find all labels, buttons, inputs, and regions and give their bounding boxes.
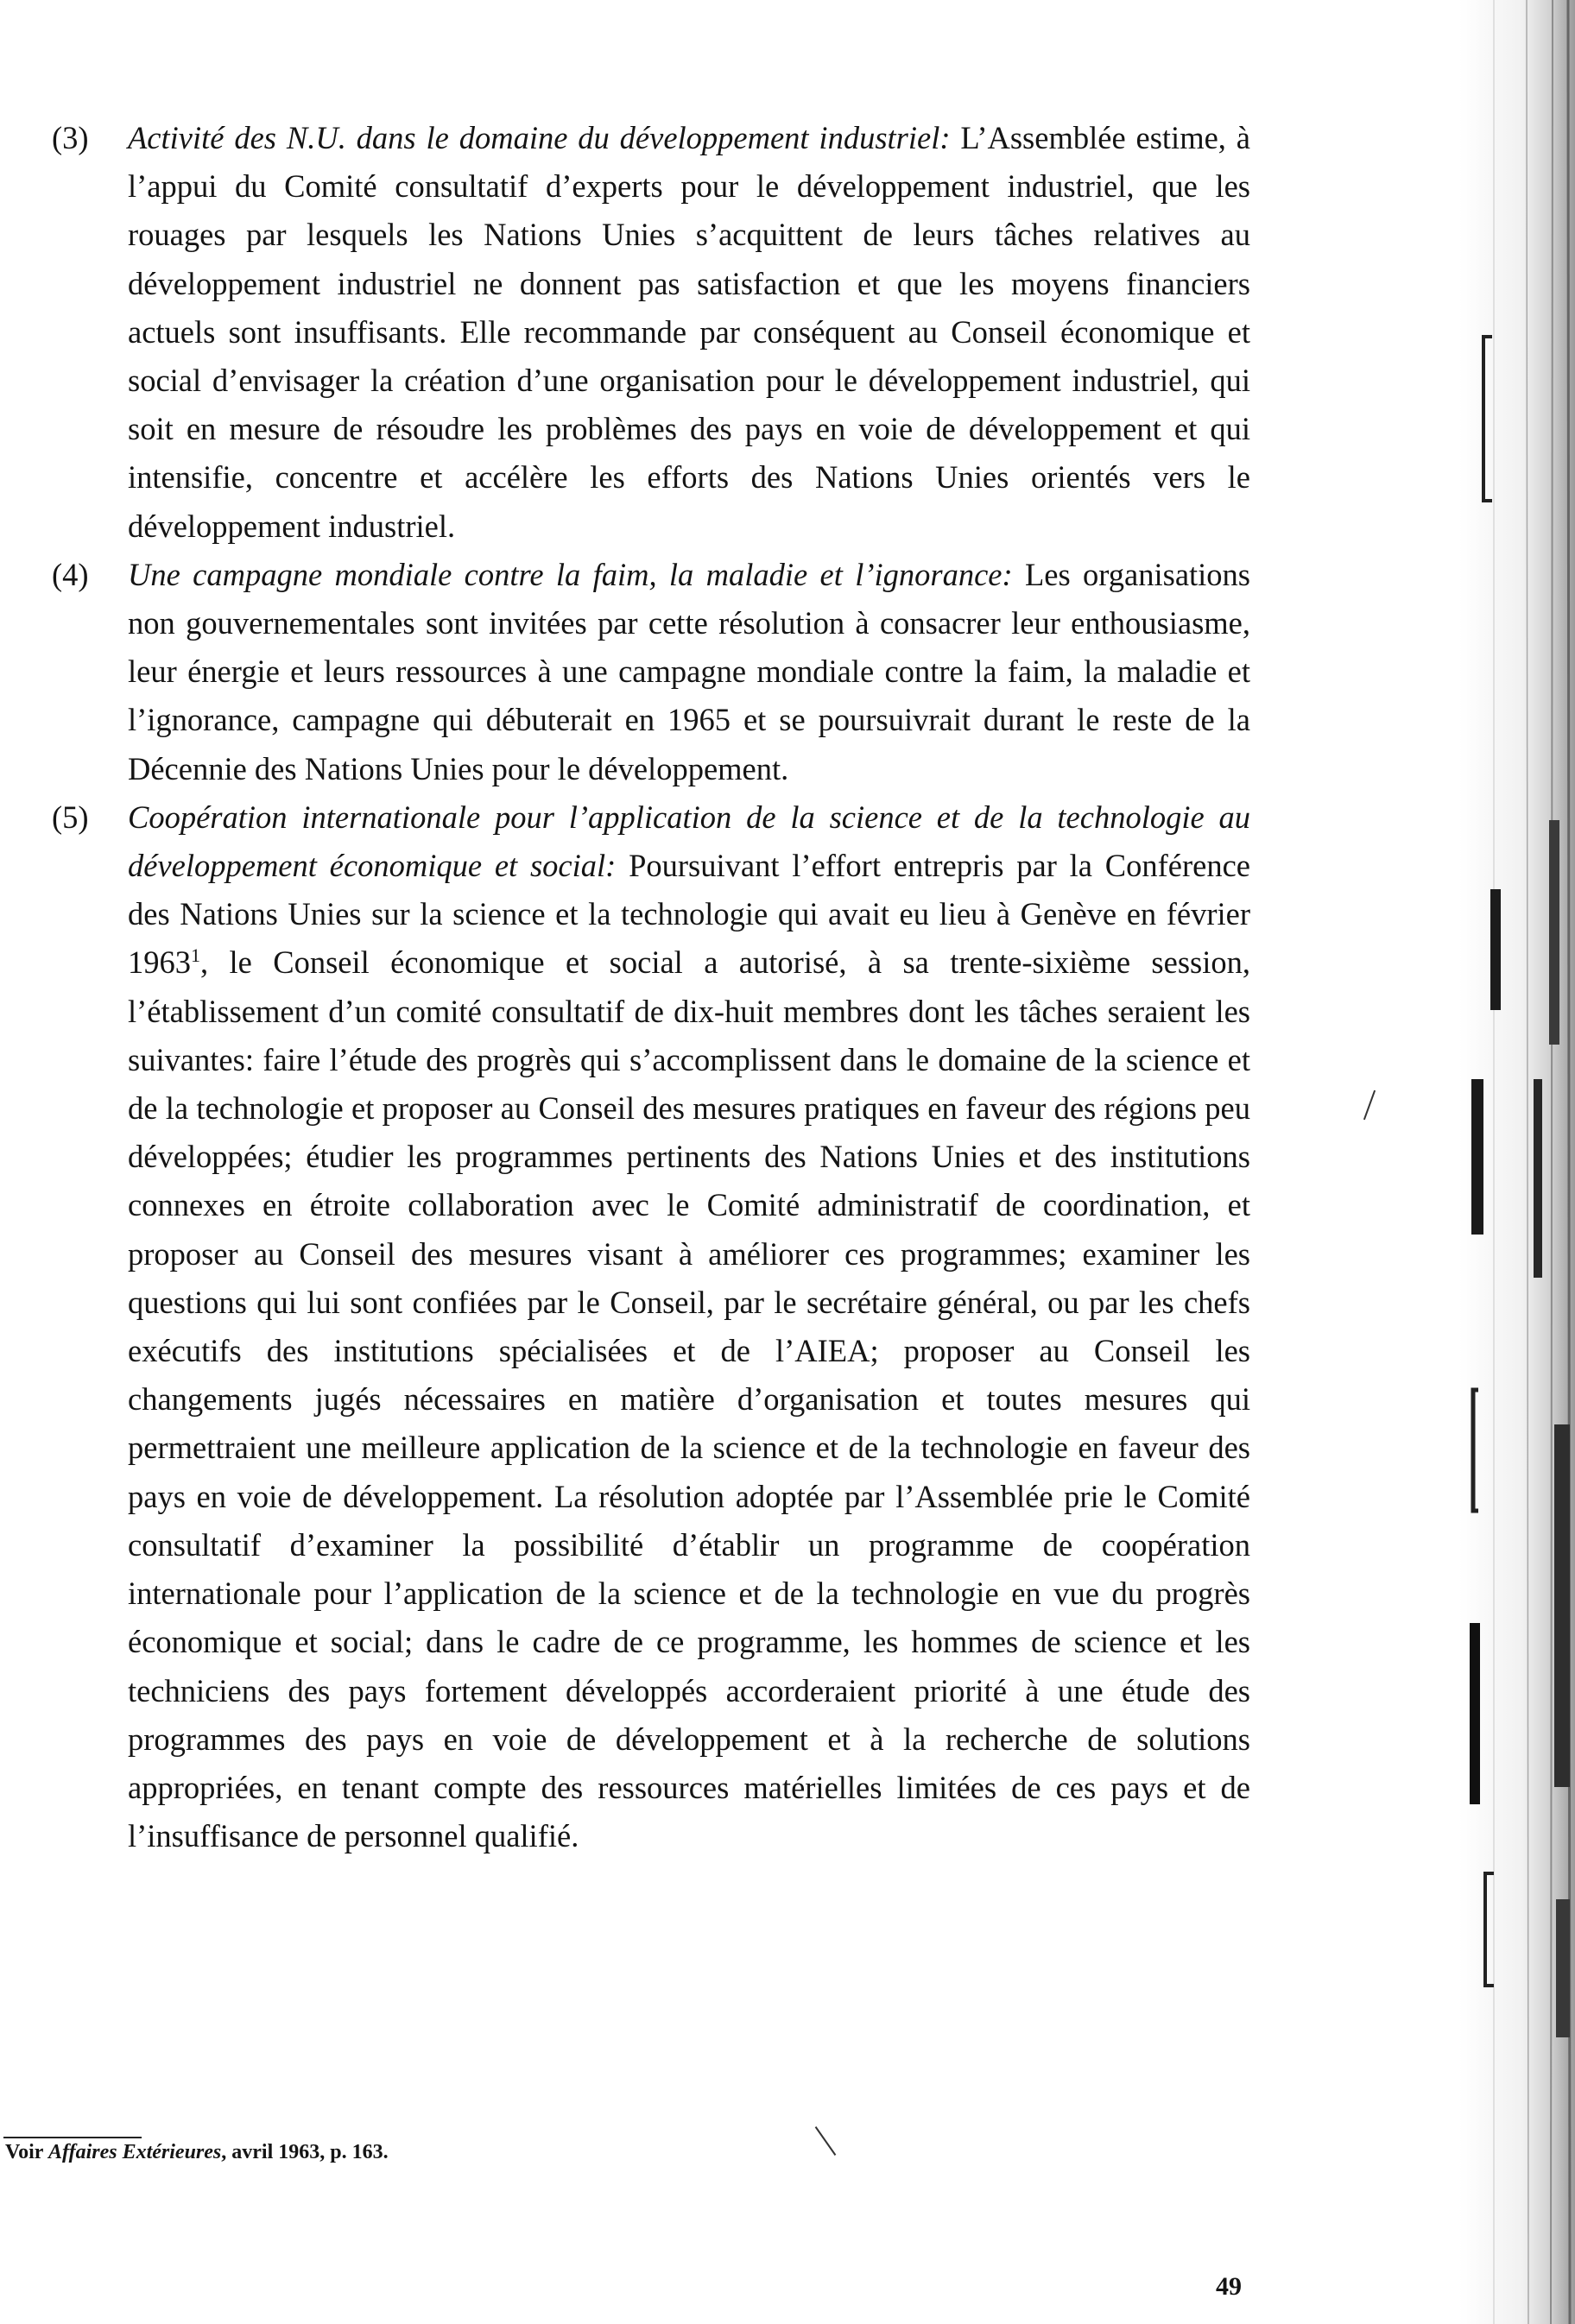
footnote-reference: 1	[191, 944, 200, 967]
list-item	[52, 551, 1250, 793]
item-number: (4)	[52, 556, 89, 592]
item-number: (3)	[52, 120, 89, 155]
item-body: Poursuivant l’effort entrepris par la Conférence des Nations Unies sur la science et la technologie qui avait eu lieu à Genève en février 1963	[128, 848, 1250, 981]
item-heading: Coopération internationale pour l’application de la science et de la technologie au développement économique et social:	[128, 799, 1250, 884]
item-number: (5)	[52, 799, 89, 835]
footnote-suffix: , avril 1963, p. 163.	[221, 2141, 389, 2163]
list-item	[52, 793, 1250, 1860]
scan-edge-artifact	[1459, 0, 1575, 2324]
footnote-source-title: Affaires Extérieures	[48, 2141, 222, 2163]
footnote	[5, 2141, 389, 2164]
item-body: L’Assemblée estime, à l’appui du Comité consultatif d’experts pour le développement industriel, que les rouages par lesquels les Nations Unies s’acquittent de leurs tâches relatives au développement industriel ne donnent pas satisfaction et que les moyens financiers actuels sont insuffisants. Elle recommande par conséquent au Conseil économique et social d’envisager la création d’une organisation pour le développement industriel, qui soit en mesure de résoudre les problèmes des pays en voie de développement et qui intensifie, concentre et accélère les efforts des Nations Unies orientés vers le développement industriel.	[128, 120, 1250, 544]
item-body: Les organisations non gouvernementales sont invitées par cette résolution à consacrer leur enthousiasme, leur énergie et leurs ressources à une campagne mondiale contre la faim, la maladie et l’ignorance, campagne qui débuterait en 1965 et se poursuivrait durant le reste de la Décennie des Nations Unies pour le développement.	[128, 556, 1251, 786]
item-heading: Une campagne mondiale contre la faim, la maladie et l’ignorance:	[128, 556, 1013, 592]
item-heading: Activité des N.U. dans le domaine du développement industriel:	[128, 120, 951, 155]
footnote-prefix: Voir	[5, 2141, 49, 2163]
body-text	[52, 114, 1250, 1860]
scan-speck	[1363, 1090, 1376, 1121]
item-body-continued: , le Conseil économique et social a autorisé, à sa trente-sixième session, l’établissement d’un comité consultatif de dix-huit membres dont les tâches seraient les suivantes: faire l’étude des progrès qui s’accomplissent dans le domaine de la science et de la technologie et proposer au Conseil des mesures pratiques en faveur des régions peu développées; étudier les programmes pertinents des Nations Unies et des institutions connexes en étroite collaboration avec le Comité administratif de coordination, et proposer au Conseil des mesures visant à améliorer ces programmes; examiner les questions qui lui sont confiées par le Conseil, par le secrétaire général, ou par les chefs exécutifs des institutions spécialisées et de l’AIEA; proposer au Conseil les changements jugés nécessaires en matière d’organisation et toutes mesures qui permettraient une meilleure application de la science et de la technologie en faveur des pays en voie de développement. La résolution adoptée par l’Assemblée prie le Comité consultatif d’examiner la possibilité d’établir un programme de coopération internationale pour l’application de la science et de la technologie en vue du progrès économique et social; dans le cadre de ce programme, les hommes de science et les techniciens des pays fortement développés accorderaient priorité à une étude des programmes des pays en voie de développement et à la recherche de solutions appropriées, en tenant compte des ressources matérielles limitées de ces pays et de l’insuffisance de personnel qualifié.	[128, 944, 1250, 1854]
list-item	[52, 114, 1250, 551]
scan-speck	[815, 2126, 837, 2156]
footnote-divider	[3, 2137, 142, 2138]
page-number: 49	[1216, 2272, 1242, 2301]
